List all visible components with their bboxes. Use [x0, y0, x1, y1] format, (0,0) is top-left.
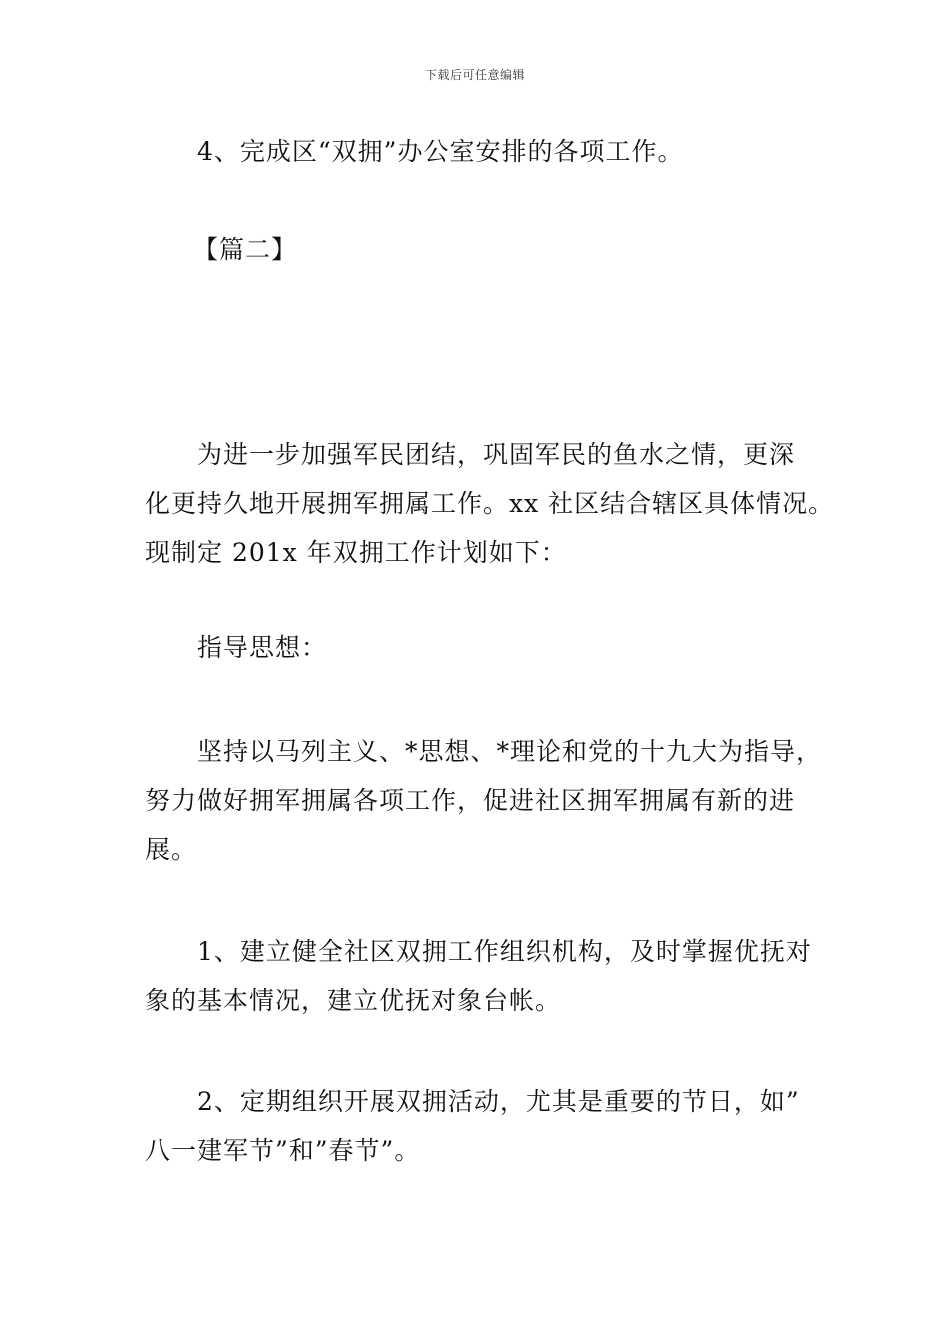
guide-line-1: 坚持以马列主义、*思想、*理论和党的十九大为指导，: [197, 737, 823, 766]
intro-line-1: 为进一步加强军民团结，巩固军民的鱼水之情，更深: [197, 440, 796, 469]
intro-line-3: 现制定 201x 年双拥工作计划如下：: [145, 538, 567, 567]
guide-heading: 指导思想：: [197, 633, 328, 662]
intro-line-2: 化更持久地开展拥军拥属工作。xx 社区结合辖区具体情况。: [145, 489, 835, 518]
page-header-note: 下载后可任意编辑: [424, 68, 525, 82]
guide-paragraph: [145, 727, 825, 874]
list-item-2: [145, 1077, 825, 1175]
guide-line-3: 展。: [145, 835, 198, 864]
list-item-2-line-1: 2、定期组织开展双拥活动，尤其是重要的节日，如”: [197, 1087, 800, 1116]
list-item-1-line-2: 象的基本情况，建立优抚对象台帐。: [145, 986, 562, 1015]
section-title: 【篇二】: [193, 235, 298, 264]
guide-line-2: 努力做好拥军拥属各项工作，促进社区拥军拥属有新的进: [145, 786, 796, 815]
list-item-1-line-1: 1、建立健全社区双拥工作组织机构，及时掌握优抚对: [197, 937, 812, 966]
paragraph-item-4: 4、完成区“双拥”办公室安排的各项工作。: [197, 137, 684, 166]
list-item-2-line-2: 八一建军节”和”春节”。: [145, 1136, 421, 1165]
intro-paragraph: [145, 430, 835, 577]
list-item-1: [145, 927, 825, 1025]
